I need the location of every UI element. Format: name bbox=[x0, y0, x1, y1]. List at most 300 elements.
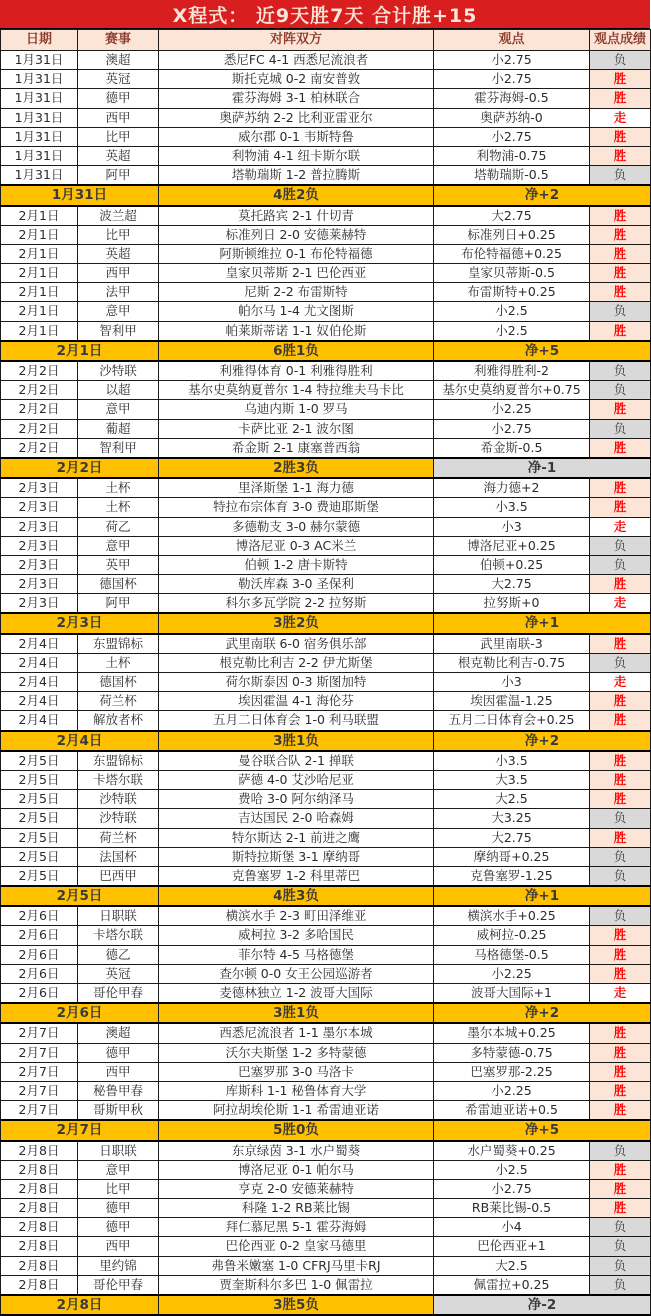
match-teams: 乌迪内斯 1-0 罗马 bbox=[159, 400, 434, 419]
match-pick: 小2.75 bbox=[434, 1179, 590, 1198]
match-teams: 阿斯顿维拉 0-1 布伦特福德 bbox=[159, 244, 434, 263]
match-row bbox=[1, 536, 651, 555]
match-pick: 大3.25 bbox=[434, 809, 590, 828]
match-pick: 小2.75 bbox=[434, 70, 590, 89]
match-league: 沙特联 bbox=[78, 790, 159, 809]
match-result: 走 bbox=[590, 594, 651, 614]
match-pick: 小2.5 bbox=[434, 1160, 590, 1179]
match-league: 比甲 bbox=[78, 225, 159, 244]
summary-net: 净+2 bbox=[434, 731, 651, 751]
summary-date: 2月8日 bbox=[1, 1295, 159, 1315]
match-row bbox=[1, 146, 651, 165]
match-pick: 多特蒙德-0.75 bbox=[434, 1043, 590, 1062]
match-date: 2月3日 bbox=[1, 536, 78, 555]
match-row bbox=[1, 70, 651, 89]
match-teams: 多德勒支 3-0 赫尔蒙德 bbox=[159, 517, 434, 536]
match-teams: 希金斯 2-1 康塞普西翁 bbox=[159, 438, 434, 458]
match-teams: 菲尔特 4-5 马格德堡 bbox=[159, 945, 434, 964]
match-teams: 萨德 4-0 艾沙哈尼亚 bbox=[159, 770, 434, 789]
match-league: 西甲 bbox=[78, 1237, 159, 1256]
match-teams: 吉达国民 2-0 哈森姆 bbox=[159, 809, 434, 828]
match-row bbox=[1, 1081, 651, 1100]
match-pick: 伯顿+0.25 bbox=[434, 555, 590, 574]
match-pick: 横滨水手+0.25 bbox=[434, 906, 590, 926]
match-pick: 水户蜀葵+0.25 bbox=[434, 1141, 590, 1161]
match-league: 英冠 bbox=[78, 964, 159, 983]
match-league: 德国杯 bbox=[78, 673, 159, 692]
match-date: 2月3日 bbox=[1, 575, 78, 594]
match-result: 负 bbox=[590, 1256, 651, 1275]
match-teams: 斯特拉斯堡 3-1 摩纳哥 bbox=[159, 847, 434, 866]
match-date: 2月8日 bbox=[1, 1141, 78, 1161]
match-date: 2月8日 bbox=[1, 1179, 78, 1198]
match-league: 法甲 bbox=[78, 283, 159, 302]
match-date: 2月1日 bbox=[1, 321, 78, 341]
match-teams: 荷尔斯泰因 0-3 斯图加特 bbox=[159, 673, 434, 692]
match-teams: 科隆 1-2 RB莱比锡 bbox=[159, 1199, 434, 1218]
match-date: 2月7日 bbox=[1, 1062, 78, 1081]
match-date: 2月2日 bbox=[1, 438, 78, 458]
match-row bbox=[1, 866, 651, 886]
match-league: 荷兰杯 bbox=[78, 828, 159, 847]
match-result: 负 bbox=[590, 361, 651, 381]
match-row bbox=[1, 1179, 651, 1198]
match-pick: 标准列日+0.25 bbox=[434, 225, 590, 244]
match-teams: 横滨水手 2-3 町田泽维亚 bbox=[159, 906, 434, 926]
summary-record: 4胜2负 bbox=[159, 185, 434, 205]
summary-date: 1月31日 bbox=[1, 185, 159, 205]
match-row bbox=[1, 984, 651, 1004]
match-teams: 卡萨比亚 2-1 波尔图 bbox=[159, 419, 434, 438]
match-pick: 墨尔本城+0.25 bbox=[434, 1023, 590, 1043]
match-row bbox=[1, 381, 651, 400]
match-league: 西甲 bbox=[78, 264, 159, 283]
match-teams: 霍芬海姆 3-1 柏林联合 bbox=[159, 89, 434, 108]
summary-net: 净+2 bbox=[434, 1003, 651, 1023]
match-league: 法国杯 bbox=[78, 847, 159, 866]
match-pick: 希雷迪亚诺+0.5 bbox=[434, 1101, 590, 1121]
match-date: 2月1日 bbox=[1, 283, 78, 302]
match-row bbox=[1, 1101, 651, 1121]
match-date: 2月7日 bbox=[1, 1043, 78, 1062]
match-row bbox=[1, 438, 651, 458]
match-league: 以超 bbox=[78, 381, 159, 400]
match-pick: 布伦特福德+0.25 bbox=[434, 244, 590, 263]
match-row bbox=[1, 751, 651, 771]
match-result: 胜 bbox=[590, 1081, 651, 1100]
match-date: 2月7日 bbox=[1, 1023, 78, 1043]
match-date: 2月2日 bbox=[1, 400, 78, 419]
match-teams: 莫托路宾 2-1 什切青 bbox=[159, 206, 434, 226]
match-row bbox=[1, 283, 651, 302]
match-teams: 沃尔夫斯堡 1-2 多特蒙德 bbox=[159, 1043, 434, 1062]
summary-net: 净+5 bbox=[434, 1120, 651, 1140]
match-result: 胜 bbox=[590, 206, 651, 226]
match-row bbox=[1, 1062, 651, 1081]
match-result: 胜 bbox=[590, 634, 651, 654]
match-result: 负 bbox=[590, 419, 651, 438]
match-league: 比甲 bbox=[78, 127, 159, 146]
match-row bbox=[1, 1043, 651, 1062]
match-teams: 库斯科 1-1 秘鲁体育大学 bbox=[159, 1081, 434, 1100]
match-date: 2月3日 bbox=[1, 498, 78, 517]
match-date: 2月5日 bbox=[1, 847, 78, 866]
match-date: 2月7日 bbox=[1, 1081, 78, 1100]
summary-date: 2月6日 bbox=[1, 1003, 159, 1023]
match-pick: 大3.5 bbox=[434, 770, 590, 789]
match-league: 德甲 bbox=[78, 89, 159, 108]
match-pick: 利雅得胜利-2 bbox=[434, 361, 590, 381]
match-pick: 博洛尼亚+0.25 bbox=[434, 536, 590, 555]
match-date: 2月6日 bbox=[1, 964, 78, 983]
match-pick: 布雷斯特+0.25 bbox=[434, 283, 590, 302]
match-teams: 勒沃库森 3-0 圣保利 bbox=[159, 575, 434, 594]
match-row bbox=[1, 673, 651, 692]
summary-date: 2月2日 bbox=[1, 458, 159, 478]
match-league: 土杯 bbox=[78, 653, 159, 672]
match-row bbox=[1, 906, 651, 926]
match-date: 1月31日 bbox=[1, 127, 78, 146]
match-result: 胜 bbox=[590, 321, 651, 341]
match-row bbox=[1, 321, 651, 341]
match-pick: 大2.75 bbox=[434, 206, 590, 226]
match-league: 哥伦甲春 bbox=[78, 984, 159, 1004]
match-date: 1月31日 bbox=[1, 70, 78, 89]
match-teams: 博洛尼亚 0-3 AC米兰 bbox=[159, 536, 434, 555]
match-result: 胜 bbox=[590, 945, 651, 964]
match-date: 2月8日 bbox=[1, 1237, 78, 1256]
match-result: 胜 bbox=[590, 964, 651, 983]
match-league: 西甲 bbox=[78, 108, 159, 127]
match-date: 2月2日 bbox=[1, 419, 78, 438]
match-teams: 基尔史莫纳夏普尔 1-4 特拉维夫马卡比 bbox=[159, 381, 434, 400]
match-league: 意甲 bbox=[78, 1160, 159, 1179]
match-teams: 查尔顿 0-0 女王公园巡游者 bbox=[159, 964, 434, 983]
match-league: 英超 bbox=[78, 244, 159, 263]
match-pick: 皇家贝蒂斯-0.5 bbox=[434, 264, 590, 283]
summary-record: 4胜3负 bbox=[159, 886, 434, 906]
summary-date: 2月5日 bbox=[1, 886, 159, 906]
match-pick: 小2.5 bbox=[434, 321, 590, 341]
match-league: 智利甲 bbox=[78, 438, 159, 458]
match-pick: 威柯拉-0.25 bbox=[434, 926, 590, 945]
match-pick: 摩纳哥+0.25 bbox=[434, 847, 590, 866]
match-row bbox=[1, 1141, 651, 1161]
summary-record: 3胜2负 bbox=[159, 613, 434, 633]
match-date: 2月4日 bbox=[1, 653, 78, 672]
match-row bbox=[1, 945, 651, 964]
match-teams: 奥萨苏纳 2-2 比利亚雷亚尔 bbox=[159, 108, 434, 127]
match-pick: 利物浦-0.75 bbox=[434, 146, 590, 165]
match-teams: 克鲁塞罗 1-2 科里蒂巴 bbox=[159, 866, 434, 886]
match-league: 荷兰杯 bbox=[78, 692, 159, 711]
match-league: 日职联 bbox=[78, 906, 159, 926]
header-row bbox=[1, 30, 651, 51]
match-row bbox=[1, 108, 651, 127]
title-banner bbox=[0, 0, 650, 29]
match-teams: 阿拉胡埃伦斯 1-1 希雷迪亚诺 bbox=[159, 1101, 434, 1121]
match-pick: 海力德+2 bbox=[434, 478, 590, 498]
match-teams: 利物浦 4-1 纽卡斯尔联 bbox=[159, 146, 434, 165]
match-result: 负 bbox=[590, 302, 651, 321]
match-pick: 克鲁塞罗-1.25 bbox=[434, 866, 590, 886]
match-teams: 悉尼FC 4-1 西悉尼流浪者 bbox=[159, 51, 434, 70]
match-pick: 五月二日体育会+0.25 bbox=[434, 711, 590, 731]
col-header-result: 观点成绩 bbox=[590, 30, 651, 51]
match-pick: 小2.25 bbox=[434, 1081, 590, 1100]
match-date: 2月8日 bbox=[1, 1160, 78, 1179]
match-row bbox=[1, 517, 651, 536]
summary-date: 2月4日 bbox=[1, 731, 159, 751]
match-league: 意甲 bbox=[78, 302, 159, 321]
match-league: 日职联 bbox=[78, 1141, 159, 1161]
summary-net: 净-2 bbox=[434, 1295, 651, 1315]
match-pick: 拉努斯+0 bbox=[434, 594, 590, 614]
col-header-date: 日期 bbox=[1, 30, 78, 51]
match-date: 2月1日 bbox=[1, 225, 78, 244]
match-league: 土杯 bbox=[78, 498, 159, 517]
match-row bbox=[1, 302, 651, 321]
summary-net: 净-1 bbox=[434, 458, 651, 478]
match-league: 比甲 bbox=[78, 1179, 159, 1198]
match-date: 2月2日 bbox=[1, 381, 78, 400]
match-league: 卡塔尔联 bbox=[78, 926, 159, 945]
match-result: 胜 bbox=[590, 926, 651, 945]
match-teams: 利雅得体育 0-1 利雅得胜利 bbox=[159, 361, 434, 381]
match-date: 2月5日 bbox=[1, 809, 78, 828]
match-result: 胜 bbox=[590, 751, 651, 771]
match-result: 胜 bbox=[590, 70, 651, 89]
match-teams: 东京绿茵 3-1 水户蜀葵 bbox=[159, 1141, 434, 1161]
match-league: 沙特联 bbox=[78, 361, 159, 381]
match-result: 走 bbox=[590, 673, 651, 692]
match-pick: 小3.5 bbox=[434, 751, 590, 771]
summary-record: 6胜1负 bbox=[159, 341, 434, 361]
match-league: 解放者杯 bbox=[78, 711, 159, 731]
match-date: 2月3日 bbox=[1, 517, 78, 536]
match-league: 哥斯甲秋 bbox=[78, 1101, 159, 1121]
match-row bbox=[1, 770, 651, 789]
match-date: 2月8日 bbox=[1, 1199, 78, 1218]
match-row bbox=[1, 1160, 651, 1179]
match-league: 里约锦 bbox=[78, 1256, 159, 1275]
match-result: 胜 bbox=[590, 498, 651, 517]
match-row bbox=[1, 400, 651, 419]
match-result: 胜 bbox=[590, 244, 651, 263]
match-pick: 霍芬海姆-0.5 bbox=[434, 89, 590, 108]
match-date: 2月4日 bbox=[1, 711, 78, 731]
match-date: 2月8日 bbox=[1, 1275, 78, 1295]
match-pick: 埃因霍温-1.25 bbox=[434, 692, 590, 711]
match-date: 2月6日 bbox=[1, 926, 78, 945]
match-result: 负 bbox=[590, 166, 651, 186]
match-row bbox=[1, 89, 651, 108]
match-row bbox=[1, 166, 651, 186]
day-summary-row bbox=[1, 886, 651, 906]
match-date: 1月31日 bbox=[1, 108, 78, 127]
match-result: 负 bbox=[590, 555, 651, 574]
match-date: 2月6日 bbox=[1, 906, 78, 926]
summary-net: 净+2 bbox=[434, 185, 651, 205]
match-row bbox=[1, 964, 651, 983]
match-league: 英超 bbox=[78, 146, 159, 165]
match-result: 胜 bbox=[590, 438, 651, 458]
match-pick: 大2.5 bbox=[434, 1256, 590, 1275]
match-league: 意甲 bbox=[78, 400, 159, 419]
match-teams: 尼斯 2-2 布雷斯特 bbox=[159, 283, 434, 302]
match-teams: 拜仁慕尼黑 5-1 霍芬海姆 bbox=[159, 1218, 434, 1237]
match-teams: 特尔斯达 2-1 前进之鹰 bbox=[159, 828, 434, 847]
match-result: 胜 bbox=[590, 1199, 651, 1218]
summary-net: 净+1 bbox=[434, 886, 651, 906]
match-row bbox=[1, 1237, 651, 1256]
match-date: 2月4日 bbox=[1, 673, 78, 692]
match-date: 2月3日 bbox=[1, 478, 78, 498]
match-pick: 小3 bbox=[434, 673, 590, 692]
match-row bbox=[1, 498, 651, 517]
summary-date: 2月3日 bbox=[1, 613, 159, 633]
match-result: 负 bbox=[590, 1141, 651, 1161]
page-title: X程式： 近9天胜7天 合计胜+15 bbox=[172, 4, 478, 27]
match-result: 走 bbox=[590, 108, 651, 127]
match-result: 负 bbox=[590, 1275, 651, 1295]
match-pick: 奥萨苏纳-0 bbox=[434, 108, 590, 127]
match-date: 2月3日 bbox=[1, 555, 78, 574]
summary-record: 3胜1负 bbox=[159, 731, 434, 751]
summary-net: 净+5 bbox=[434, 341, 651, 361]
match-row bbox=[1, 828, 651, 847]
match-teams: 皇家贝蒂斯 2-1 巴伦西亚 bbox=[159, 264, 434, 283]
match-league: 波兰超 bbox=[78, 206, 159, 226]
match-league: 阿甲 bbox=[78, 594, 159, 614]
match-row bbox=[1, 809, 651, 828]
match-date: 2月8日 bbox=[1, 1256, 78, 1275]
match-result: 胜 bbox=[590, 89, 651, 108]
day-summary-row bbox=[1, 731, 651, 751]
match-date: 1月31日 bbox=[1, 166, 78, 186]
table-body bbox=[1, 51, 651, 1316]
match-league: 沙特联 bbox=[78, 809, 159, 828]
match-result: 负 bbox=[590, 1218, 651, 1237]
match-row bbox=[1, 361, 651, 381]
summary-record: 3胜1负 bbox=[159, 1003, 434, 1023]
match-date: 2月5日 bbox=[1, 828, 78, 847]
match-league: 东盟锦标 bbox=[78, 634, 159, 654]
match-result: 负 bbox=[590, 536, 651, 555]
match-result: 胜 bbox=[590, 711, 651, 731]
match-teams: 塔勒瑞斯 1-2 普拉腾斯 bbox=[159, 166, 434, 186]
match-date: 2月5日 bbox=[1, 790, 78, 809]
match-teams: 标准列日 2-0 安德莱赫特 bbox=[159, 225, 434, 244]
match-result: 胜 bbox=[590, 1101, 651, 1121]
match-teams: 贾奎斯科尔多巴 1-0 佩雷拉 bbox=[159, 1275, 434, 1295]
match-date: 2月8日 bbox=[1, 1218, 78, 1237]
summary-date: 2月7日 bbox=[1, 1120, 159, 1140]
match-row bbox=[1, 711, 651, 731]
match-teams: 根克勒比利吉 2-2 伊尤斯堡 bbox=[159, 653, 434, 672]
summary-date: 2月1日 bbox=[1, 341, 159, 361]
match-pick: 小2.5 bbox=[434, 302, 590, 321]
match-teams: 伯顿 1-2 唐卡斯特 bbox=[159, 555, 434, 574]
match-league: 巴西甲 bbox=[78, 866, 159, 886]
match-teams: 西悉尼流浪者 1-1 墨尔本城 bbox=[159, 1023, 434, 1043]
match-pick: 小2.25 bbox=[434, 964, 590, 983]
match-league: 德乙 bbox=[78, 945, 159, 964]
match-result: 负 bbox=[590, 51, 651, 70]
match-teams: 曼谷联合队 2-1 掸联 bbox=[159, 751, 434, 771]
match-league: 秘鲁甲春 bbox=[78, 1081, 159, 1100]
match-row bbox=[1, 634, 651, 654]
match-date: 2月5日 bbox=[1, 751, 78, 771]
match-row bbox=[1, 127, 651, 146]
match-row bbox=[1, 1256, 651, 1275]
day-summary-row bbox=[1, 1120, 651, 1140]
day-summary-row bbox=[1, 185, 651, 205]
match-teams: 麦德林独立 1-2 波哥大国际 bbox=[159, 984, 434, 1004]
match-result: 胜 bbox=[590, 770, 651, 789]
match-row bbox=[1, 478, 651, 498]
match-result: 负 bbox=[590, 906, 651, 926]
match-league: 卡塔尔联 bbox=[78, 770, 159, 789]
match-result: 负 bbox=[590, 381, 651, 400]
match-row bbox=[1, 594, 651, 614]
day-summary-row bbox=[1, 458, 651, 478]
match-pick: 小2.75 bbox=[434, 127, 590, 146]
match-pick: 小2.75 bbox=[434, 419, 590, 438]
summary-record: 5胜0负 bbox=[159, 1120, 434, 1140]
match-pick: 巴塞罗那-2.25 bbox=[434, 1062, 590, 1081]
match-row bbox=[1, 790, 651, 809]
match-league: 葡超 bbox=[78, 419, 159, 438]
match-result: 负 bbox=[590, 653, 651, 672]
match-pick: 巴伦西亚+1 bbox=[434, 1237, 590, 1256]
match-date: 2月1日 bbox=[1, 264, 78, 283]
match-row bbox=[1, 1199, 651, 1218]
match-result: 走 bbox=[590, 517, 651, 536]
match-row bbox=[1, 225, 651, 244]
summary-record: 3胜5负 bbox=[159, 1295, 434, 1315]
match-row bbox=[1, 51, 651, 70]
match-date: 2月7日 bbox=[1, 1101, 78, 1121]
match-league: 西甲 bbox=[78, 1062, 159, 1081]
match-date: 2月6日 bbox=[1, 945, 78, 964]
match-row bbox=[1, 1275, 651, 1295]
match-result: 走 bbox=[590, 984, 651, 1004]
match-result: 负 bbox=[590, 847, 651, 866]
match-row bbox=[1, 555, 651, 574]
match-row bbox=[1, 419, 651, 438]
match-league: 德甲 bbox=[78, 1199, 159, 1218]
match-row bbox=[1, 653, 651, 672]
match-result: 胜 bbox=[590, 692, 651, 711]
match-result: 胜 bbox=[590, 478, 651, 498]
match-teams: 里泽斯堡 1-1 海力德 bbox=[159, 478, 434, 498]
match-date: 2月5日 bbox=[1, 770, 78, 789]
match-result: 胜 bbox=[590, 146, 651, 165]
picks-table bbox=[0, 29, 651, 1316]
match-row bbox=[1, 926, 651, 945]
match-teams: 埃因霍温 4-1 海伦芬 bbox=[159, 692, 434, 711]
match-result: 胜 bbox=[590, 790, 651, 809]
match-result: 胜 bbox=[590, 1062, 651, 1081]
match-pick: 根克勒比利吉-0.75 bbox=[434, 653, 590, 672]
match-league: 澳超 bbox=[78, 51, 159, 70]
match-date: 2月1日 bbox=[1, 206, 78, 226]
day-summary-row bbox=[1, 613, 651, 633]
match-result: 胜 bbox=[590, 1023, 651, 1043]
match-teams: 武里南联 6-0 宿务俱乐部 bbox=[159, 634, 434, 654]
match-pick: 基尔史莫纳夏普尔+0.75 bbox=[434, 381, 590, 400]
